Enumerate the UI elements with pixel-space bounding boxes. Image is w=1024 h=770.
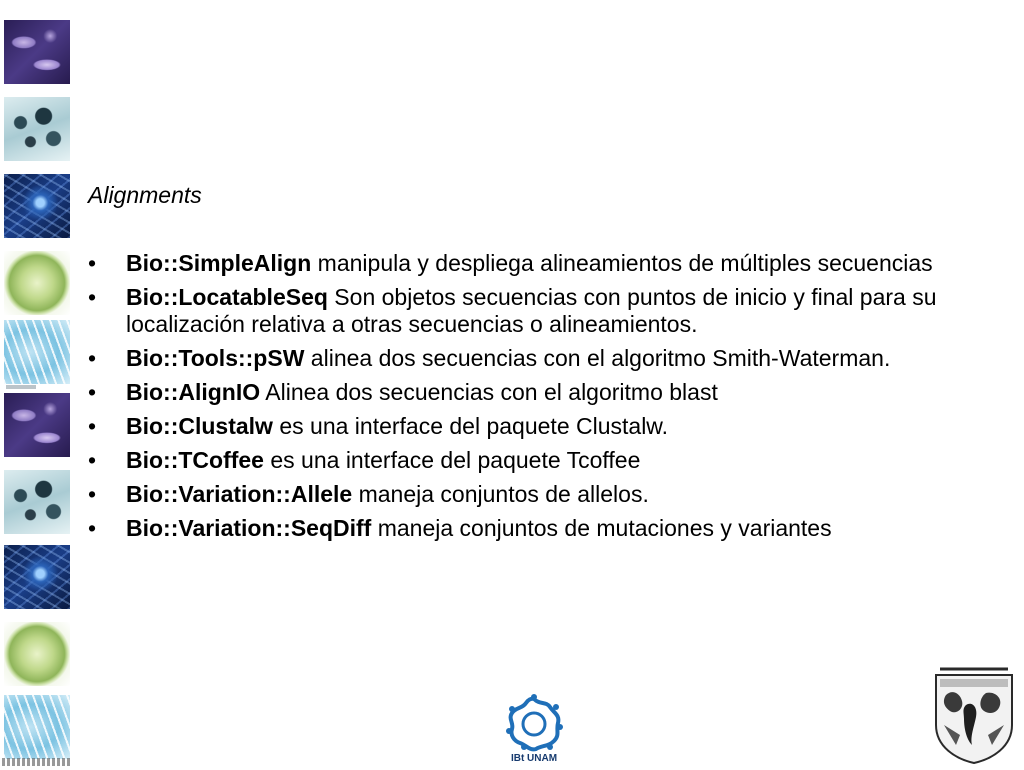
list-item [88, 379, 988, 406]
list-item [88, 447, 988, 474]
image-caption-mark [6, 385, 36, 389]
list-item [88, 413, 988, 440]
bacteria-image [4, 393, 70, 457]
bullet-marker: • [88, 284, 97, 310]
module-name: Bio::TCoffee [126, 447, 264, 473]
bacteria-image [4, 20, 70, 84]
module-description: Son objetos secuencias con puntos de inicio y final para su localización relativa a otras secuencias o alineamientos. [126, 284, 937, 337]
module-description: es una interface del paquete Clustalw. [272, 413, 669, 439]
ibt-logo-label: IBt UNAM [510, 753, 558, 764]
neuron-image [4, 174, 70, 238]
cells-image [4, 470, 70, 534]
list-item [88, 250, 988, 277]
diatom-image [4, 251, 70, 315]
list-item [88, 481, 988, 508]
module-name: Bio::LocatableSeq [126, 284, 328, 310]
cells-image [4, 97, 70, 161]
slide-subtitle: Alignments [88, 182, 202, 208]
module-name: Bio::Variation::Allele [126, 481, 353, 507]
module-description: alinea dos secuencias con el algoritmo Smith-Waterman. [304, 345, 891, 371]
dna-image [4, 695, 70, 759]
unam-shield-icon [930, 665, 1018, 765]
module-name: Bio::Clustalw [126, 413, 273, 439]
neuron-image [4, 545, 70, 609]
bullet-marker: • [88, 379, 97, 405]
ibt-emblem-icon [502, 693, 566, 753]
module-description: manipula y despliega alineamientos de múltiples secuencias [311, 250, 933, 276]
module-name: Bio::Variation::SeqDiff [126, 515, 372, 541]
module-name: Bio::SimpleAlign [126, 250, 312, 276]
list-item [88, 284, 988, 338]
bullet-marker: • [88, 515, 97, 541]
unam-seal [930, 665, 1018, 765]
ibt-logo [502, 693, 566, 768]
module-description: maneja conjuntos de mutaciones y variantes [371, 515, 832, 541]
strip-footer-mark [2, 758, 72, 766]
module-description: es una interface del paquete Tcoffee [263, 447, 641, 473]
bullet-marker: • [88, 345, 97, 371]
module-description: Alinea dos secuencias con el algoritmo blast [260, 379, 718, 405]
bullet-marker: • [88, 481, 97, 507]
image-strip [0, 0, 72, 768]
module-name: Bio::AlignIO [126, 379, 261, 405]
list-item [88, 345, 988, 372]
list-item [88, 515, 988, 542]
module-name: Bio::Tools::pSW [126, 345, 305, 371]
bullet-marker: • [88, 447, 97, 473]
module-description: maneja conjuntos de allelos. [352, 481, 649, 507]
module-list [88, 250, 988, 549]
bullet-marker: • [88, 413, 97, 439]
bullet-marker: • [88, 250, 97, 276]
dna-image [4, 320, 70, 384]
diatom-image [4, 622, 70, 686]
